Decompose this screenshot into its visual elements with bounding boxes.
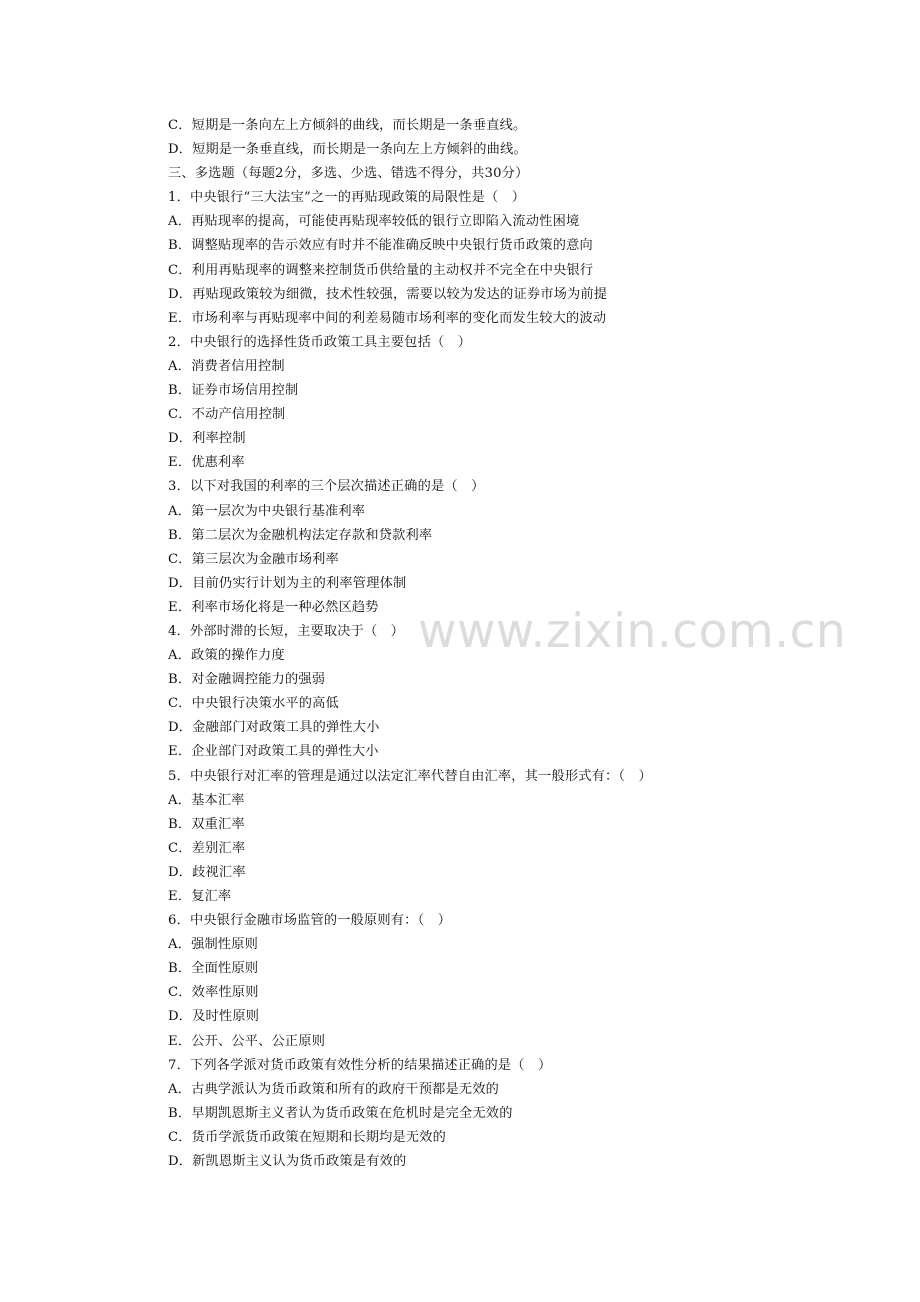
text-line: E．企业部门对政策工具的弹性大小: [168, 744, 379, 760]
text-line: C．中央银行决策水平的高低: [168, 696, 339, 712]
text-line: A．再贴现率的提高，可能使再贴现率较低的银行立即陷入流动性困境: [168, 214, 580, 230]
text-line: 5．中央银行对汇率的管理是通过以法定汇率代替自由汇率，其一般形式有：（ ）: [168, 768, 652, 784]
text-line: B．第二层次为金融机构法定存款和贷款利率: [168, 527, 433, 543]
text-line: A．古典学派认为货币政策和所有的政府干预都是无效的: [168, 1081, 500, 1097]
text-line: D．歧视汇率: [168, 864, 246, 880]
text-line: A．基本汇率: [168, 792, 245, 808]
text-line: C．货币学派货币政策在短期和长期均是无效的: [168, 1129, 447, 1145]
text-line: 4．外部时滞的长短，主要取决于（ ）: [168, 623, 405, 639]
text-line: C．不动产信用控制: [168, 407, 286, 423]
text-line: C．第三层次为金融市场利率: [168, 551, 339, 567]
text-line: 3．以下对我国的利率的三个层次描述正确的是（ ）: [168, 479, 485, 495]
text-line: A．强制性原则: [168, 937, 259, 953]
text-line: E．优惠利率: [168, 455, 245, 471]
text-line: A．消费者信用控制: [168, 358, 285, 374]
text-line: D．短期是一条垂直线，而长期是一条向左上方倾斜的曲线。: [168, 142, 527, 158]
text-line: E．市场利率与再贴现率中间的利差易随市场利率的变化而发生较大的波动: [168, 310, 607, 326]
document-body: [168, 114, 868, 1174]
text-line: 6．中央银行金融市场监管的一般原则有：（ ）: [168, 913, 452, 929]
text-line: B．调整贴现率的告示效应有时并不能准确反映中央银行货币政策的意向: [168, 238, 593, 254]
text-line: D．利率控制: [168, 431, 246, 447]
text-line: E．公开、公平、公正原则: [168, 1033, 326, 1049]
text-line: B．全面性原则: [168, 961, 259, 977]
watermark: www.zixin.com.cn: [418, 604, 847, 659]
text-line: 7．下列各学派对货币政策有效性分析的结果描述正确的是（ ）: [168, 1057, 552, 1073]
text-line: E．复汇率: [168, 889, 232, 904]
text-line: 1．中央银行“三大法宝”之一的再贴现政策的局限性是（ ）: [168, 190, 526, 206]
text-line: B．对金融调控能力的强弱: [168, 672, 326, 688]
text-line: B．早期凯恩斯主义者认为货币政策在危机时是完全无效的: [168, 1105, 513, 1121]
text-line: B．双重汇率: [168, 816, 245, 832]
text-line: B．证券市场信用控制: [168, 383, 299, 399]
text-line: D．再贴现政策较为细微，技术性较强，需要以较为发达的证券市场为前提: [168, 286, 608, 302]
text-line: C．短期是一条向左上方倾斜的曲线，而长期是一条垂直线。: [168, 118, 527, 133]
text-line: D．目前仍实行计划为主的利率管理体制: [168, 575, 407, 591]
text-line: E．利率市场化将是一种必然区趋势: [168, 599, 379, 615]
text-line: A．第一层次为中央银行基准利率: [168, 503, 366, 519]
text-line: 三、多选题（每题2分，多选、少选、错选不得分，共30分）: [168, 166, 529, 182]
text-line: A．政策的操作力度: [168, 648, 285, 664]
text-line: C．效率性原则: [168, 985, 259, 1001]
text-line: 2．中央银行的选择性货币政策工具主要包括（ ）: [168, 334, 472, 350]
text-line: D．新凯恩斯主义认为货币政策是有效的: [168, 1154, 407, 1170]
text-line: D．及时性原则: [168, 1009, 260, 1025]
text-line: C．利用再贴现率的调整来控制货币供给量的主动权并不完全在中央银行: [168, 262, 594, 278]
text-line: C．差别汇率: [168, 840, 246, 856]
text-line: D．金融部门对政策工具的弹性大小: [168, 720, 380, 736]
